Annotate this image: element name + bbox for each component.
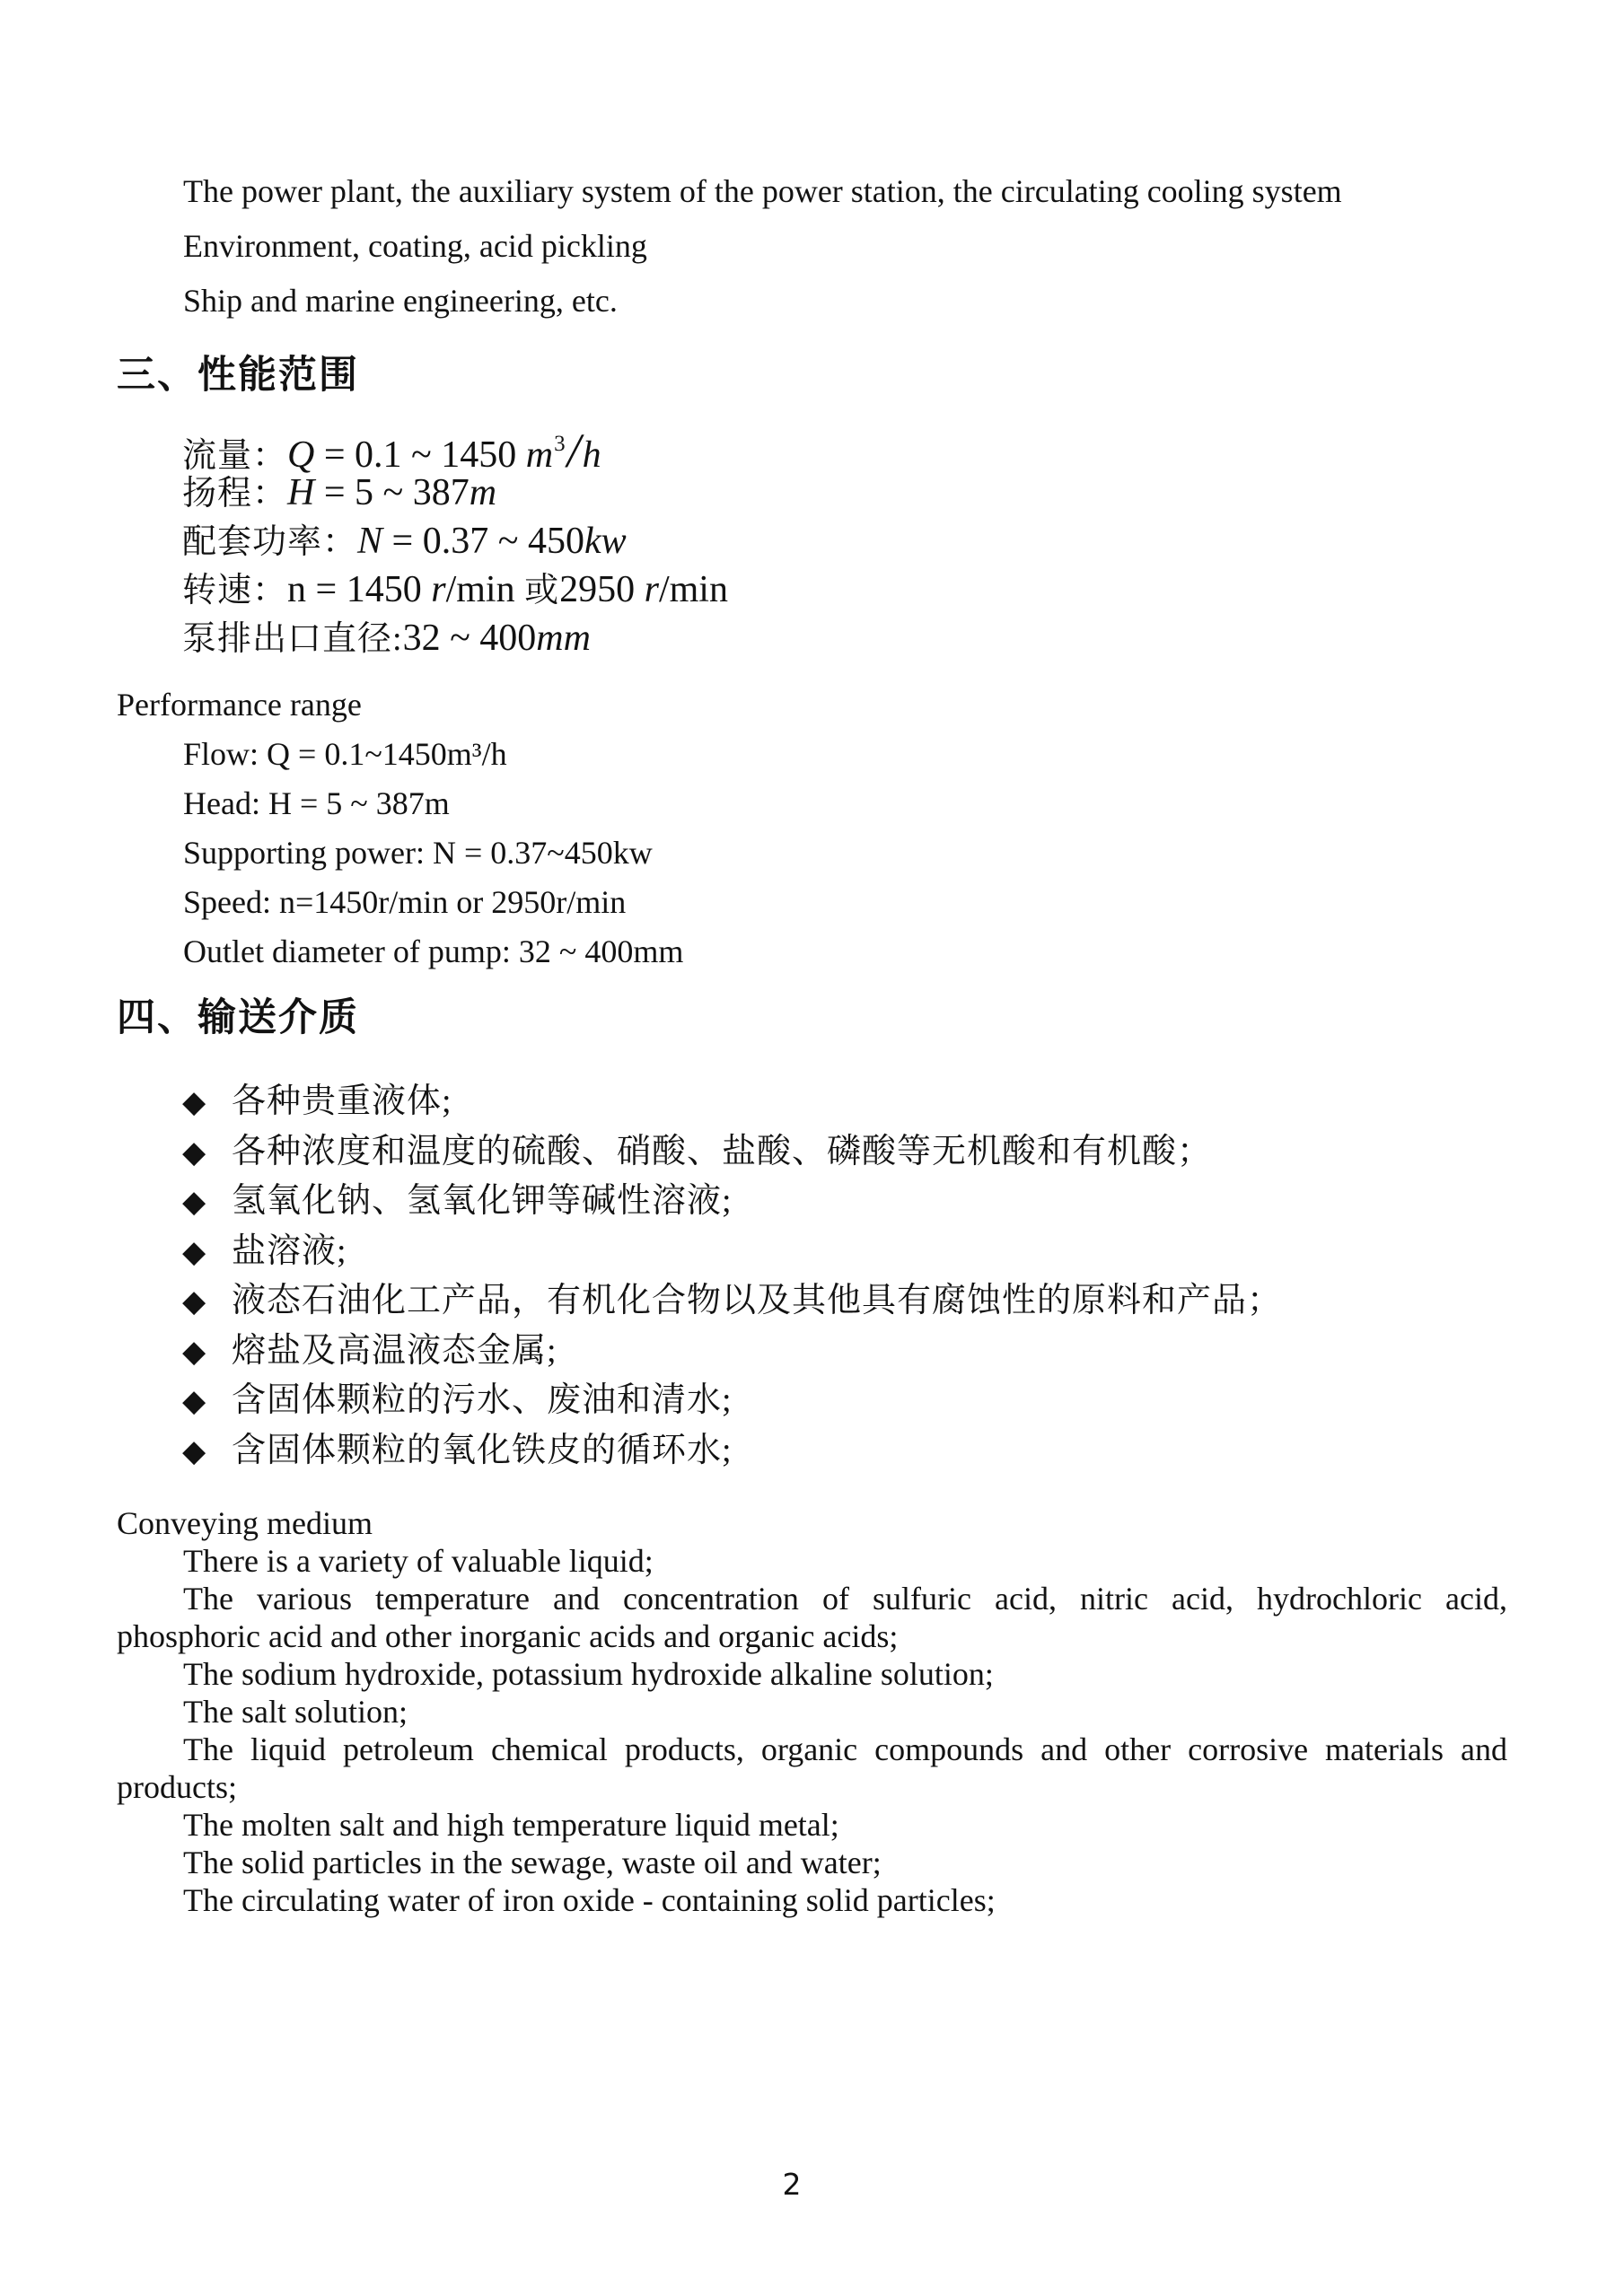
diamond-bullet-icon: ◆ [182,1335,206,1369]
spec-label: 转速： [182,572,288,609]
spec-label: 扬程： [182,475,288,513]
diamond-bullet-icon: ◆ [182,1135,206,1170]
conveying-line: The molten salt and high temperature liquid metal; [183,1807,839,1843]
spec-line-power [117,517,1507,565]
conveying-line: The circulating water of iron oxide - containing solid particles; [183,1882,996,1918]
diamond-bullet-icon: ◆ [182,1186,206,1219]
perf-line: Speed: n=1450r/min or 2950r/min [183,884,627,920]
perf-line: Flow: Q = 0.1~1450m³/h [183,736,507,772]
list-item-text: 氢氧化钠、氢氧化钾等碱性溶液; [232,1182,733,1220]
section-heading-conveying-medium: 四、输送介质 [117,996,359,1039]
conveying-line: The salt solution; [183,1694,408,1730]
conveying-title: Conveying medium [117,1505,373,1541]
list-item [117,1127,1507,1178]
spec-line-speed [117,565,1507,614]
intro-paragraphs [117,164,1507,329]
spec-line-outlet-diameter [117,614,1507,662]
list-item-text: 各种贵重液体; [232,1082,452,1120]
diamond-bullet-icon: ◆ [182,1285,206,1319]
intro-line: Ship and marine engineering, etc. [183,283,618,319]
list-item-text: 液态石油化工产品，有机化合物以及其他具有腐蚀性的原料和产品； [232,1282,1283,1319]
conveying-line: The various temperature and concentration of sulfuric acid, nitric acid, hydrochloric acid, [183,1581,1507,1617]
conveying-line: The sodium hydroxide, potassium hydroxide alkaline solution; [183,1656,994,1692]
conveying-line: The solid particles in the sewage, waste oil and water; [183,1845,882,1880]
list-item [117,1426,1507,1477]
list-item [117,1227,1507,1277]
spec-label: 泵排出口直径: [182,620,403,658]
perf-line: Supporting power: N = 0.37~450kw [183,835,653,871]
perf-line: Outlet diameter of pump: 32 ~ 400mm [183,933,684,969]
section-heading-performance-range: 三、性能范围 [117,354,359,397]
list-item [117,1177,1507,1227]
spec-label: 配套功率： [182,523,358,561]
spec-line-head [117,469,1507,517]
list-item-text: 熔盐及高温液态金属; [232,1331,557,1370]
intro-line: Environment, coating, acid pickling [183,228,647,264]
conveying-medium-en [117,1504,1507,1919]
spec-formula: Q = 0.1 ~ 1450 $m^3/h$ [287,424,601,478]
spec-formula: N = 0.37 ~ 450kw [357,521,627,562]
intro-line: The power plant, the auxiliary system of the power station, the circulating cooling system [183,173,1342,209]
list-item-text: 各种浓度和温度的硫酸、硝酸、盐酸、磷酸等无机酸和有机酸； [232,1132,1213,1170]
spec-line-flow [117,420,1507,478]
conveying-line: The liquid petroleum chemical products, organic compounds and other corrosive materials and [183,1731,1507,1767]
diamond-bullet-icon: ◆ [182,1434,206,1468]
diamond-bullet-icon: ◆ [182,1385,206,1418]
spec-formula: H = 5 ~ 387m [287,472,497,513]
list-item-text: 盐溶液; [232,1231,347,1270]
list-item [117,1276,1507,1327]
conveying-line: products; [117,1769,237,1805]
performance-range-title: Performance range [117,687,362,723]
diamond-bullet-icon: ◆ [182,1086,206,1119]
bullet-list [117,1077,1507,1476]
spec-label: 流量： [182,437,288,475]
page-number: 2 [782,2167,802,2202]
list-item-text: 含固体颗粒的污水、废油和清水; [232,1381,733,1419]
diamond-bullet-icon: ◆ [182,1235,206,1269]
spec-list-cn [117,420,1507,662]
performance-range-en [117,680,1507,977]
list-item [117,1077,1507,1127]
spec-formula: n = 1450 r/min 或2950 r/min [287,569,728,610]
spec-formula: 32 ~ 400mm [402,618,591,659]
conveying-line: phosphoric acid and other inorganic acids and organic acids; [117,1618,899,1654]
list-item [117,1376,1507,1426]
perf-line: Head: H = 5 ~ 387m [183,785,450,821]
list-item [117,1327,1507,1377]
conveying-line: There is a variety of valuable liquid; [183,1543,654,1579]
list-item-text: 含固体颗粒的氧化铁皮的循环水; [232,1431,733,1469]
